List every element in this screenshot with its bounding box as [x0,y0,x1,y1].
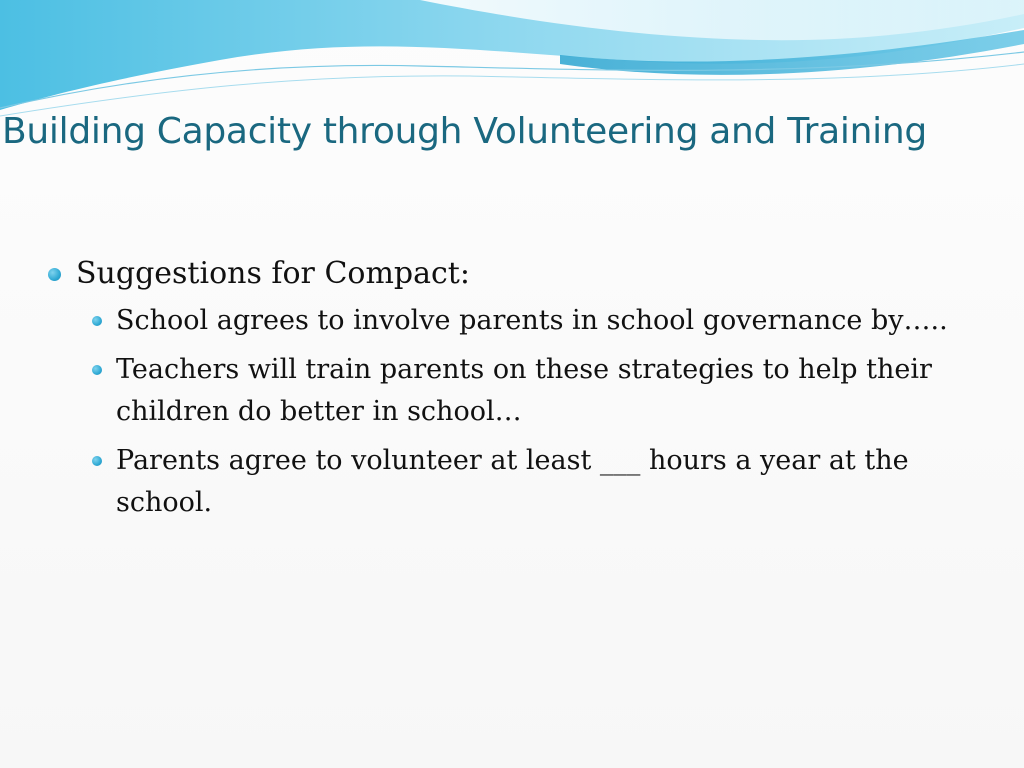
bullet-text: Suggestions for Compact: [76,256,470,291]
sub-bullet-text: Teachers will train parents on these strategies to help their children do better in school… [116,354,932,427]
sub-bullet-text: Parents agree to volunteer at least ___ hours a year at the school. [116,445,909,518]
bullet-level1 [48,252,988,296]
sub-bullet-text: School agrees to involve parents in school governance by….. [116,305,948,336]
bullet-dot-icon [92,316,102,326]
bullet-list [48,252,988,531]
slide-title: Building Capacity through Volunteering and Training [2,111,927,152]
bullet-dot-icon [48,268,61,281]
sub-bullet-governance [88,300,976,342]
sub-bullet-training [88,349,976,433]
sub-bullet-volunteer [88,440,976,524]
bullet-dot-icon [92,365,102,375]
bullet-dot-icon [92,456,102,466]
